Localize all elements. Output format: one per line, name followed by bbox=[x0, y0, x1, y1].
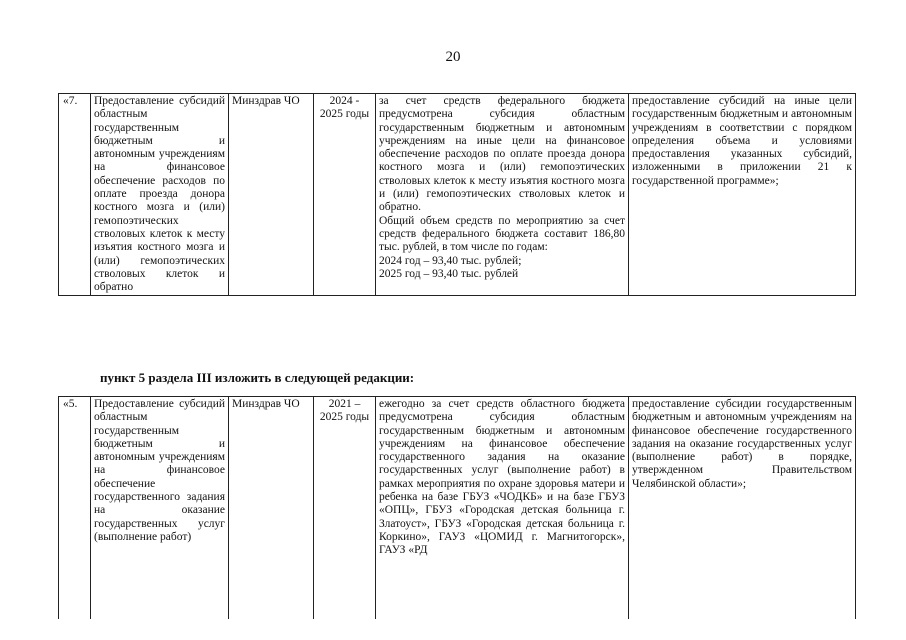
period: 2024 - 2025 годы bbox=[314, 94, 376, 296]
funding-description: ежегодно за счет средств областного бюджета предусмотрена субсидия областным государственным бюджетным и автономным учреждениям на финансовое обеспечение государственного задания на оказание государственных услуг (выполнение работ) в рамках мероприятия по охране здоровья матери и ребенка на базе ГБУЗ «ЧОДКБ» и на базе ГБУЗ «ОПЦ», ГБУЗ «Городская детская больница г. Златоуст», ГБУЗ «Городская детская больница г. Коркино», ГАУЗ «ЦОМИД г. Магнитогорск», ГАУЗ «РД bbox=[376, 397, 629, 620]
row-number: «5. bbox=[59, 397, 91, 620]
row-number: «7. bbox=[59, 94, 91, 296]
period: 2021 – 2025 годы bbox=[314, 397, 376, 620]
mechanism: предоставление субсидий на иные цели государственным бюджетным и автономным учреждениям в соответствии с порядком определения объема и условиями предоставления указанных субсидий, изложенными в приложении 21 к государственной программе»; bbox=[629, 94, 856, 296]
funding-paragraph: 2024 год – 93,40 тыс. рублей; bbox=[379, 254, 522, 267]
executor: Минздрав ЧО bbox=[229, 94, 314, 296]
measure-name: Предоставление субсидий областным государственным бюджетным и автономным учреждениям на финансовое обеспечение расходов по оплате проезда донора костного мозга и (или) гемопоэтических стволовых клеток к месту изъятия костного мозга и (или) гемопоэтических стволовых клеток и обратно bbox=[91, 94, 229, 296]
funding-paragraph: Общий объем средств по мероприятию за счет средств федерального бюджета составит 186,80 тыс. рублей, в том числе по годам: bbox=[379, 214, 625, 254]
measures-table-row-5 bbox=[58, 396, 856, 619]
funding-paragraph: 2025 год – 93,40 тыс. рублей bbox=[379, 267, 519, 280]
table-row bbox=[59, 397, 856, 620]
page-number: 20 bbox=[445, 49, 461, 65]
table-row bbox=[59, 94, 856, 296]
funding-description bbox=[376, 94, 629, 296]
mechanism: предоставление субсидии государственным бюджетным и автономным учреждениям на финансовое обеспечение государственного задания на оказание государственных услуг (выполнение работ) в порядке, утвержденном Правительством Челябинской области»; bbox=[629, 397, 856, 620]
measures-table-row-7 bbox=[58, 93, 856, 296]
measure-name: Предоставление субсидий областным государственным бюджетным и автономным учреждениям на финансовое обеспечение государственного задания на оказание государственных услуг (выполнение работ) bbox=[91, 397, 229, 620]
executor: Минздрав ЧО bbox=[229, 397, 314, 620]
funding-paragraph: за счет средств федерального бюджета предусмотрена субсидия областным государственным бюджетным и автономным учреждениям на иные цели на финансовое обеспечение расходов по оплате проезда донора костного мозга и (или) гемопоэтических стволовых клеток к месту изъятия костного мозга и (или) гемопоэтических стволовых клеток и обратно. bbox=[379, 95, 625, 214]
instruction-text: пункт 5 раздела III изложить в следующей редакции: bbox=[100, 370, 415, 385]
